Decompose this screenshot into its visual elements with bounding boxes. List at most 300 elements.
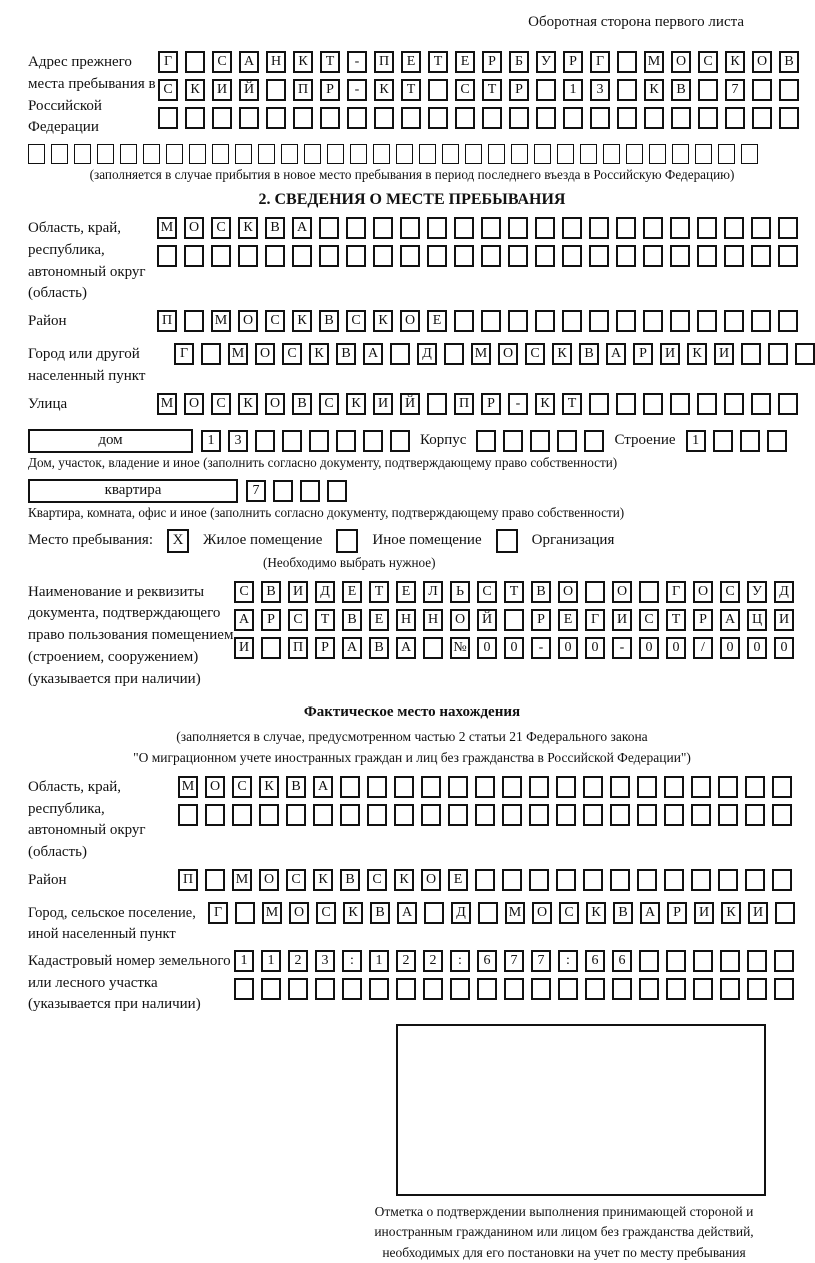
char-box: Р	[667, 902, 687, 924]
char-box	[427, 217, 447, 239]
prev-address-label: Адрес прежнего места пребывания в Российской Федерации	[28, 54, 156, 136]
char-box	[556, 869, 576, 891]
char-box: К	[373, 310, 393, 332]
char-box: Г	[208, 902, 228, 924]
char-box: Р	[320, 79, 340, 101]
char-box: С	[319, 393, 339, 415]
char-box	[74, 144, 91, 164]
char-box: О	[752, 51, 772, 73]
char-box	[476, 430, 496, 452]
char-row	[234, 978, 796, 1000]
char-box	[238, 245, 258, 267]
char-box	[666, 978, 686, 1000]
char-box	[778, 310, 798, 332]
field-fact-raion	[28, 869, 796, 897]
char-box	[751, 393, 771, 415]
char-box: А	[363, 343, 383, 365]
char-box	[664, 804, 684, 826]
char-box	[720, 950, 740, 972]
checkbox-organizatsiya	[496, 529, 518, 553]
char-box	[724, 310, 744, 332]
char-box	[205, 869, 225, 891]
char-box: Е	[401, 51, 421, 73]
char-box: Е	[369, 609, 389, 631]
char-box	[508, 217, 528, 239]
char-box	[327, 144, 344, 164]
char-box	[612, 978, 632, 1000]
char-box	[772, 804, 792, 826]
char-box	[273, 480, 293, 502]
char-box	[585, 978, 605, 1000]
char-box	[529, 776, 549, 798]
header-note: Оборотная сторона первого листа	[528, 14, 744, 30]
char-box: О	[558, 581, 578, 603]
apartment-row	[28, 479, 796, 503]
char-box: 1	[261, 950, 281, 972]
char-box: С	[211, 217, 231, 239]
char-box	[589, 310, 609, 332]
char-box: П	[454, 393, 474, 415]
char-box: С	[211, 393, 231, 415]
char-box: О	[693, 581, 713, 603]
option-zhiloe-label: Жилое помещение	[203, 532, 323, 548]
char-box	[448, 804, 468, 826]
char-box	[319, 245, 339, 267]
char-box: О	[498, 343, 518, 365]
char-box	[583, 776, 603, 798]
char-box	[741, 343, 761, 365]
char-row	[158, 79, 799, 101]
char-box	[427, 393, 447, 415]
char-box: А	[640, 902, 660, 924]
char-box	[695, 144, 712, 164]
char-box	[637, 869, 657, 891]
char-box	[369, 978, 389, 1000]
document-rows	[234, 581, 796, 691]
stroenie-label: Строение	[614, 432, 676, 448]
char-row	[157, 217, 798, 239]
char-box	[282, 430, 302, 452]
char-box	[400, 217, 420, 239]
gorod-rows	[174, 343, 815, 388]
char-box	[584, 430, 604, 452]
char-box: Р	[531, 609, 551, 631]
char-box: Р	[509, 79, 529, 101]
char-box	[450, 978, 470, 1000]
char-box	[475, 804, 495, 826]
char-box	[670, 245, 690, 267]
char-box: -	[347, 51, 367, 73]
char-box: О	[259, 869, 279, 891]
char-box: К	[394, 869, 414, 891]
char-box: М	[157, 217, 177, 239]
char-box: Т	[482, 79, 502, 101]
char-box	[286, 804, 306, 826]
char-box: П	[157, 310, 177, 332]
char-box	[235, 144, 252, 164]
char-box: Л	[423, 581, 443, 603]
char-box	[535, 245, 555, 267]
char-box	[556, 776, 576, 798]
char-box	[529, 869, 549, 891]
char-box	[394, 776, 414, 798]
char-box: Н	[396, 609, 416, 631]
char-box: Р	[563, 51, 583, 73]
char-box: М	[262, 902, 282, 924]
char-box	[477, 978, 497, 1000]
char-box: 0	[477, 637, 497, 659]
char-box	[367, 804, 387, 826]
char-box	[775, 902, 795, 924]
char-box	[616, 217, 636, 239]
char-box: Т	[666, 609, 686, 631]
char-box	[639, 950, 659, 972]
char-box: -	[612, 637, 632, 659]
char-box	[261, 637, 281, 659]
field-ulitsa	[28, 393, 796, 421]
char-box	[373, 245, 393, 267]
fact-gorod-rows	[208, 902, 796, 945]
char-box	[347, 107, 367, 129]
char-box: К	[725, 51, 745, 73]
char-box: Н	[423, 609, 443, 631]
char-box	[664, 776, 684, 798]
char-box: Т	[428, 51, 448, 73]
char-box	[261, 978, 281, 1000]
char-row-overflow	[28, 144, 796, 164]
char-box	[319, 217, 339, 239]
char-box	[535, 217, 555, 239]
char-box	[212, 107, 232, 129]
gorod-label: Город или другой населенный пункт	[28, 346, 146, 384]
char-box: М	[178, 776, 198, 798]
char-box: 0	[504, 637, 524, 659]
char-box: К	[238, 393, 258, 415]
char-box	[504, 978, 524, 1000]
char-box: Е	[448, 869, 468, 891]
place-type-note: (Необходимо выбрать нужное)	[263, 554, 436, 570]
char-box	[693, 950, 713, 972]
char-box	[747, 978, 767, 1000]
char-box	[617, 79, 637, 101]
char-box: С	[720, 581, 740, 603]
char-box	[603, 144, 620, 164]
char-box: И	[748, 902, 768, 924]
char-box	[563, 107, 583, 129]
char-box	[396, 144, 413, 164]
char-box	[639, 978, 659, 1000]
char-box: 0	[747, 637, 767, 659]
char-row	[178, 776, 796, 798]
char-box: :	[450, 950, 470, 972]
char-box	[557, 144, 574, 164]
char-box	[583, 869, 603, 891]
char-box: А	[313, 776, 333, 798]
char-box	[697, 245, 717, 267]
option-organizatsiya-label: Организация	[531, 532, 615, 548]
char-box	[697, 310, 717, 332]
char-box	[232, 804, 252, 826]
char-box: О	[400, 310, 420, 332]
char-box: В	[671, 79, 691, 101]
char-box: В	[369, 637, 389, 659]
fact-caption-line1: (заполняется в случае, предусмотренном частью 2 статьи 21 Федерального закона	[176, 729, 648, 745]
fact-oblast-label: Область, край, республика, автономный округ (область)	[28, 778, 146, 860]
char-box	[778, 217, 798, 239]
char-box	[346, 245, 366, 267]
char-box: :	[558, 950, 578, 972]
char-box	[670, 310, 690, 332]
char-box: Р	[315, 637, 335, 659]
char-box	[752, 79, 772, 101]
char-box	[502, 776, 522, 798]
char-box: С	[639, 609, 659, 631]
char-box: -	[508, 393, 528, 415]
char-box: А	[396, 637, 416, 659]
char-box	[511, 144, 528, 164]
char-box	[346, 217, 366, 239]
char-box	[664, 869, 684, 891]
char-box	[158, 107, 178, 129]
char-box	[643, 393, 663, 415]
char-box	[336, 430, 356, 452]
char-box	[396, 978, 416, 1000]
char-box	[423, 637, 443, 659]
char-box	[795, 343, 815, 365]
char-box: К	[313, 869, 333, 891]
char-box	[350, 144, 367, 164]
char-box	[255, 430, 275, 452]
char-box	[327, 480, 347, 502]
char-box	[637, 776, 657, 798]
char-box	[424, 902, 444, 924]
char-box	[698, 107, 718, 129]
char-box	[536, 107, 556, 129]
char-box	[691, 776, 711, 798]
fact-raion-label: Район	[28, 871, 67, 888]
korpus-label: Корпус	[420, 432, 467, 448]
char-box: А	[234, 609, 254, 631]
char-box	[610, 804, 630, 826]
char-box	[143, 144, 160, 164]
char-box	[185, 107, 205, 129]
char-box: С	[234, 581, 254, 603]
char-box: С	[288, 609, 308, 631]
char-box	[724, 245, 744, 267]
char-box: 6	[585, 950, 605, 972]
char-box	[720, 978, 740, 1000]
char-box	[421, 804, 441, 826]
char-box	[478, 902, 498, 924]
char-box: И	[373, 393, 393, 415]
char-box: К	[259, 776, 279, 798]
char-box	[616, 245, 636, 267]
char-box: К	[687, 343, 707, 365]
char-box: Й	[239, 79, 259, 101]
option-inoe-label: Иное помещение	[372, 532, 482, 548]
house-row	[28, 429, 796, 453]
char-box: Г	[590, 51, 610, 73]
char-box: Д	[451, 902, 471, 924]
char-box: В	[579, 343, 599, 365]
char-box	[185, 51, 205, 73]
field-fact-gorod	[28, 902, 796, 945]
char-box: 7	[725, 79, 745, 101]
char-box: Е	[427, 310, 447, 332]
char-box: К	[644, 79, 664, 101]
char-box	[265, 245, 285, 267]
char-box	[697, 393, 717, 415]
char-box: М	[228, 343, 248, 365]
char-box	[374, 107, 394, 129]
char-box	[644, 107, 664, 129]
char-box: В	[779, 51, 799, 73]
char-box: Р	[482, 51, 502, 73]
char-box	[488, 144, 505, 164]
field-document	[28, 581, 796, 691]
char-box: /	[693, 637, 713, 659]
section2-heading: 2. СВЕДЕНИЯ О МЕСТЕ ПРЕБЫВАНИЯ	[258, 191, 566, 208]
document-label: Наименование и реквизиты документа, подтверждающего право пользования помещением (строением, сооружением) (указывается при наличии)	[28, 583, 234, 687]
char-box	[779, 107, 799, 129]
char-box: К	[293, 51, 313, 73]
char-box: В	[319, 310, 339, 332]
char-box	[313, 804, 333, 826]
char-box: К	[535, 393, 555, 415]
char-box	[610, 869, 630, 891]
char-box	[725, 107, 745, 129]
char-box	[503, 430, 523, 452]
char-row	[234, 637, 796, 659]
char-box	[428, 107, 448, 129]
char-box	[698, 79, 718, 101]
char-box	[455, 107, 475, 129]
char-box: 0	[639, 637, 659, 659]
char-box: М	[232, 869, 252, 891]
house-number-cells	[201, 430, 410, 452]
char-box: С	[282, 343, 302, 365]
char-box	[693, 978, 713, 1000]
char-box: С	[698, 51, 718, 73]
apartment-type-box: квартира	[28, 479, 238, 503]
prev-address-caption: (заполняется в случае прибытия в новое место пребывания в период последнего въезда в Российскую Федерацию)	[89, 167, 735, 182]
char-box: В	[336, 343, 356, 365]
char-box	[672, 144, 689, 164]
field-raion	[28, 310, 796, 338]
char-box: О	[265, 393, 285, 415]
char-box	[205, 804, 225, 826]
char-box: В	[370, 902, 390, 924]
char-box	[779, 79, 799, 101]
char-box	[266, 79, 286, 101]
char-box: Й	[400, 393, 420, 415]
char-box: К	[309, 343, 329, 365]
char-box	[342, 978, 362, 1000]
char-box: У	[747, 581, 767, 603]
char-box: 1	[201, 430, 221, 452]
char-box	[774, 950, 794, 972]
char-box	[442, 144, 459, 164]
char-box	[288, 978, 308, 1000]
char-box	[590, 107, 610, 129]
char-box	[509, 107, 529, 129]
char-box	[481, 310, 501, 332]
char-box: С	[559, 902, 579, 924]
field-kadastr	[28, 950, 796, 1016]
char-box	[741, 144, 758, 164]
char-box	[718, 804, 738, 826]
char-box	[239, 107, 259, 129]
char-box	[189, 144, 206, 164]
ulitsa-rows	[157, 393, 798, 421]
char-row	[157, 310, 798, 332]
char-box	[778, 393, 798, 415]
char-box: А	[720, 609, 740, 631]
confirmation-stamp-note: Отметка о подтверждении выполнения принимающей стороной и иностранным гражданином или лицом без гражданства действий, необходимых для его постановки на учет по месту пребывания	[374, 1204, 754, 1260]
char-box: 1	[686, 430, 706, 452]
char-box: О	[184, 393, 204, 415]
char-box	[724, 217, 744, 239]
char-box	[481, 217, 501, 239]
char-box: О	[184, 217, 204, 239]
char-box: М	[505, 902, 525, 924]
char-box	[184, 245, 204, 267]
char-box	[617, 51, 637, 73]
char-box	[475, 776, 495, 798]
char-box: П	[178, 869, 198, 891]
char-box: К	[586, 902, 606, 924]
raion-rows	[157, 310, 798, 338]
char-box	[583, 804, 603, 826]
char-box	[691, 804, 711, 826]
char-box: А	[397, 902, 417, 924]
char-box	[666, 950, 686, 972]
char-box: А	[342, 637, 362, 659]
fact-raion-rows	[178, 869, 796, 897]
confirmation-stamp-box	[396, 1024, 766, 1196]
char-row	[174, 343, 815, 365]
char-box	[315, 978, 335, 1000]
field-prev-address	[28, 51, 796, 139]
char-box	[772, 776, 792, 798]
char-box	[530, 430, 550, 452]
char-box	[258, 144, 275, 164]
char-box	[448, 776, 468, 798]
char-box: Е	[455, 51, 475, 73]
char-box: Г	[585, 609, 605, 631]
char-box	[767, 430, 787, 452]
char-row	[158, 107, 799, 129]
char-box	[745, 776, 765, 798]
char-box: 0	[558, 637, 578, 659]
char-box: 1	[369, 950, 389, 972]
char-row	[157, 245, 798, 267]
char-box	[390, 430, 410, 452]
fact-heading: Фактическое место нахождения	[303, 704, 521, 721]
char-box: М	[157, 393, 177, 415]
char-box: 0	[774, 637, 794, 659]
char-box	[166, 144, 183, 164]
char-box	[768, 343, 788, 365]
char-box	[234, 978, 254, 1000]
char-box	[616, 393, 636, 415]
char-box: -	[531, 637, 551, 659]
char-box: Ь	[450, 581, 470, 603]
char-box: Б	[509, 51, 529, 73]
char-box: Р	[633, 343, 653, 365]
apartment-number-cells	[246, 480, 347, 502]
house-type-box: дом	[28, 429, 193, 453]
